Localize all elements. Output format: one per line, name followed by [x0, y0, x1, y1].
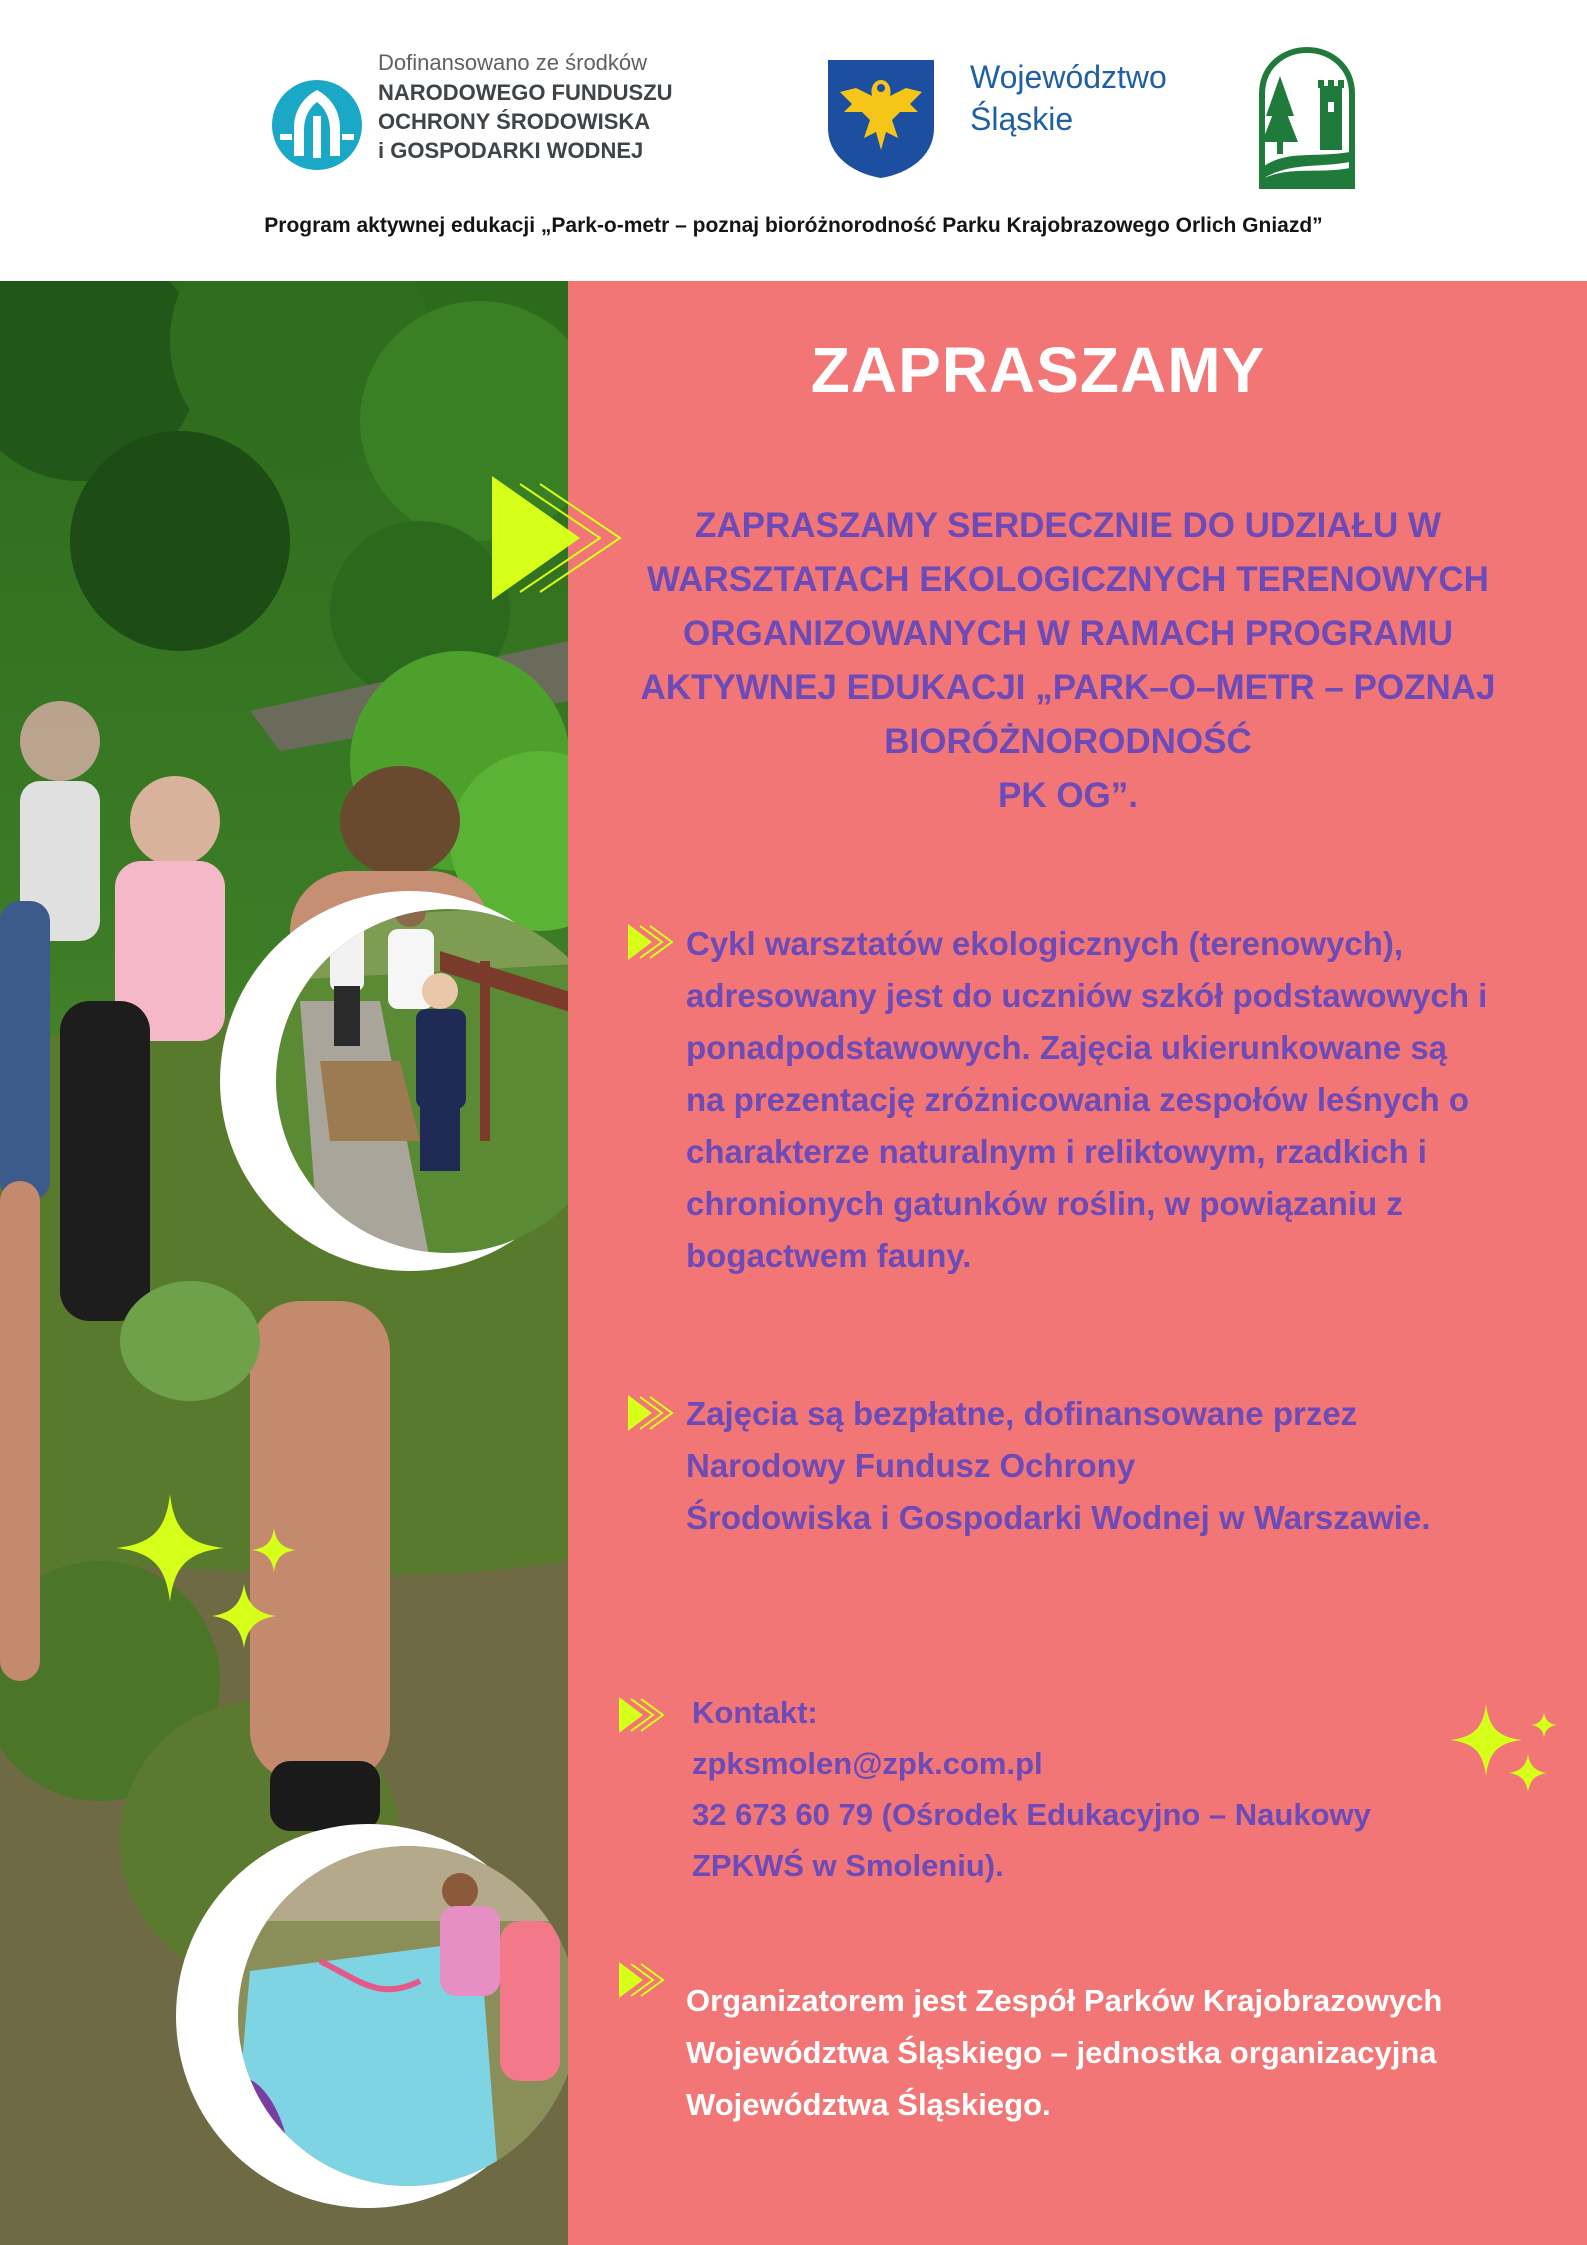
info-panel [568, 281, 1587, 2245]
funding-line: Zajęcia są bezpłatne, dofinansowane przez [686, 1395, 1358, 1432]
funding-note [686, 1388, 1566, 1544]
nfos-logo-icon [272, 76, 362, 174]
page-title: ZAPRASZAMY [810, 334, 1266, 406]
sparkle-icon [112, 1490, 312, 1650]
nfos-line1: NARODOWEGO FUNDUSZU [378, 80, 673, 105]
organizer-line: Województwa Śląskiego – jednostka organizacyjna [686, 2035, 1437, 2070]
funding-line: Narodowy Fundusz Ochrony [686, 1447, 1136, 1484]
contact-label: Kontakt: [692, 1695, 818, 1730]
bullet-arrow-icon [617, 1695, 667, 1735]
intro-line: PK OG”. [997, 776, 1139, 815]
photo-children-forest [0, 281, 568, 2245]
bullet-arrow-icon [626, 1393, 676, 1433]
bullet-arrow-icon [617, 1960, 667, 2000]
intro-line: ORGANIZOWANYCH W RAMACH PROGRAMU [683, 614, 1453, 653]
organizer-note [686, 1975, 1566, 2131]
contact-block [692, 1687, 1512, 1891]
voivodeship-line1: Województwo [970, 59, 1167, 95]
nfos-name [378, 48, 718, 165]
organizer-line: Województwa Śląskiego. [686, 2087, 1051, 2122]
funding-line: Środowiska i Gospodarki Wodnej w Warszawie. [686, 1499, 1431, 1536]
sparkle-icon [1450, 1700, 1560, 1800]
description-line: na prezentację zróżnicowania zespołów leśnych o [686, 1081, 1470, 1118]
description-line: bogactwem fauny. [686, 1237, 972, 1274]
contact-place: ZPKWŚ w Smoleniu). [692, 1848, 1004, 1883]
intro-text [608, 499, 1528, 823]
arrow-large-icon [490, 474, 640, 604]
voivodeship-name [970, 56, 1167, 140]
bullet-arrow-icon [626, 922, 676, 962]
program-title: Program aktywnej edukacji „Park-o-metr – poznaj bioróżnorodność Parku Krajobrazowego Orlich Gniazd” [264, 214, 1323, 237]
description-line: charakterze naturalnym i reliktowym, rzadkich i [686, 1133, 1427, 1170]
workshop-description [686, 918, 1566, 1282]
contact-email[interactable]: zpksmolen@zpk.com.pl [692, 1746, 1043, 1781]
description-line: chronionych gatunków roślin, w powiązaniu z [686, 1185, 1403, 1222]
park-logo-icon [1258, 46, 1356, 190]
description-line: adresowany jest do uczniów szkół podstawowych i [686, 977, 1488, 1014]
organizer-line: Organizatorem jest Zespół Parków Krajobrazowych [686, 1983, 1443, 2018]
header [0, 0, 1587, 281]
nfos-line0: Dofinansowano ze środków [378, 50, 648, 75]
description-line: Cykl warsztatów ekologicznych (terenowych), [686, 925, 1404, 962]
silesia-crest-icon [826, 58, 936, 180]
nfos-line3: i GOSPODARKI WODNEJ [378, 138, 644, 163]
description-line: ponadpodstawowych. Zajęcia ukierunkowane są [686, 1029, 1448, 1066]
contact-phone[interactable]: 32 673 60 79 (Ośrodek Edukacyjno – Naukowy [692, 1797, 1371, 1832]
intro-line: ZAPRASZAMY SERDECZNIE DO UDZIAŁU W [694, 506, 1442, 545]
voivodeship-line2: Śląskie [970, 101, 1074, 137]
intro-line: BIORÓŻNORODNOŚĆ [884, 722, 1252, 761]
intro-line: WARSZTATACH EKOLOGICZNYCH TERENOWYCH [647, 560, 1489, 599]
nfos-line2: OCHRONY ŚRODOWISKA [378, 109, 651, 134]
intro-line: AKTYWNEJ EDUKACJI „PARK–O–METR – POZNAJ [640, 668, 1496, 707]
